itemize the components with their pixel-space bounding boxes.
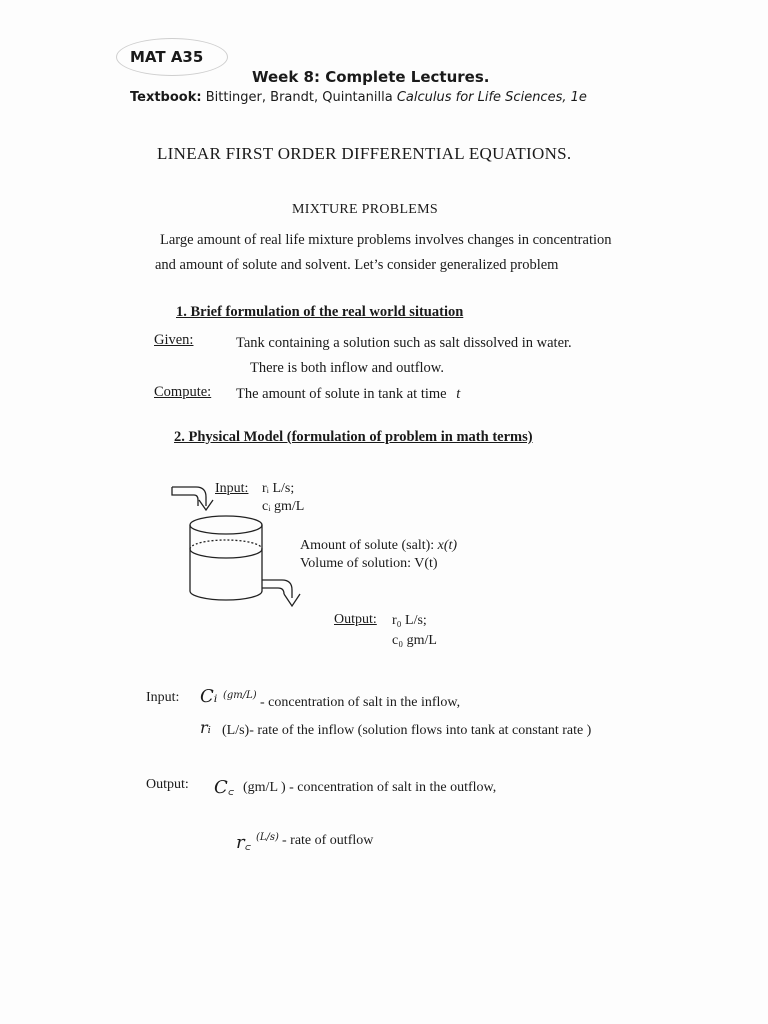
textbook-authors: Bittinger, Brandt, Quintanilla: [205, 90, 393, 105]
given-line-2: There is both inflow and outflow.: [250, 360, 444, 376]
tank-body: [190, 525, 262, 600]
diagram-input-label: Input:: [215, 481, 249, 496]
def-ri-text: (L/s)- rate of the inflow (solution flows into tank at constant rate ): [222, 723, 592, 738]
main-heading: LINEAR FIRST ORDER DIFFERENTIAL EQUATIONS.: [157, 144, 572, 163]
given-label: Given:: [154, 332, 194, 348]
diagram-output-label: Output:: [334, 612, 377, 627]
def-ci-symbol: Cᵢ: [200, 686, 218, 707]
def-input-label: Input:: [146, 690, 180, 705]
diagram-input-rate: rᵢ L/s;: [262, 481, 295, 496]
def-ri-symbol: rᵢ: [200, 718, 211, 737]
diagram-solute-text: Amount of solute (salt):: [300, 538, 438, 553]
diagram-solute-var: x(t): [437, 538, 458, 553]
def-ro-units: (L/s): [256, 832, 279, 843]
def-output-label: Output:: [146, 777, 189, 792]
def-ro-text: - rate of outflow: [282, 833, 374, 848]
diagram-output-conc: c₀ gm/L: [392, 633, 437, 648]
given-line-1: Tank containing a solution such as salt dissolved in water.: [236, 335, 572, 351]
course-id: MAT A35: [130, 48, 204, 66]
section-1-title: 1. Brief formulation of the real world situation: [176, 304, 464, 320]
inflow-arrow: [172, 487, 213, 510]
def-ro-symbol: r꜀: [236, 832, 251, 853]
section-2-title: 2. Physical Model (formulation of problem in math terms): [174, 429, 533, 445]
sub-heading: MIXTURE PROBLEMS: [292, 202, 438, 217]
compute-text: The amount of solute in tank at time: [236, 386, 447, 402]
textbook-title: Calculus for Life Sciences, 1e: [396, 90, 587, 105]
diagram-input-conc: cᵢ gm/L: [262, 499, 305, 514]
diagram-solute-line: [300, 538, 457, 554]
textbook-label: Textbook:: [130, 90, 202, 105]
tank-water-level: [190, 549, 262, 558]
intro-line-2: and amount of solute and solvent. Let’s consider generalized problem: [155, 257, 559, 273]
week-title: Week 8: Complete Lectures.: [252, 68, 490, 86]
def-co-text: (gm/L ) - concentration of salt in the outflow,: [243, 780, 497, 795]
def-co-symbol: C꜀: [214, 777, 235, 798]
outflow-pipe: [262, 580, 300, 606]
def-ci-text: - concentration of salt in the inflow,: [260, 695, 461, 710]
compute-variable: t: [456, 386, 461, 402]
compute-label: Compute:: [154, 384, 212, 400]
intro-line-1: Large amount of real life mixture problems involves changes in concentration: [160, 232, 612, 248]
diagram-volume: Volume of solution: V(t): [300, 556, 438, 571]
def-ci-units: (gm/L): [223, 690, 257, 701]
tank-top: [190, 516, 262, 534]
diagram-output-rate: r₀ L/s;: [392, 613, 427, 628]
